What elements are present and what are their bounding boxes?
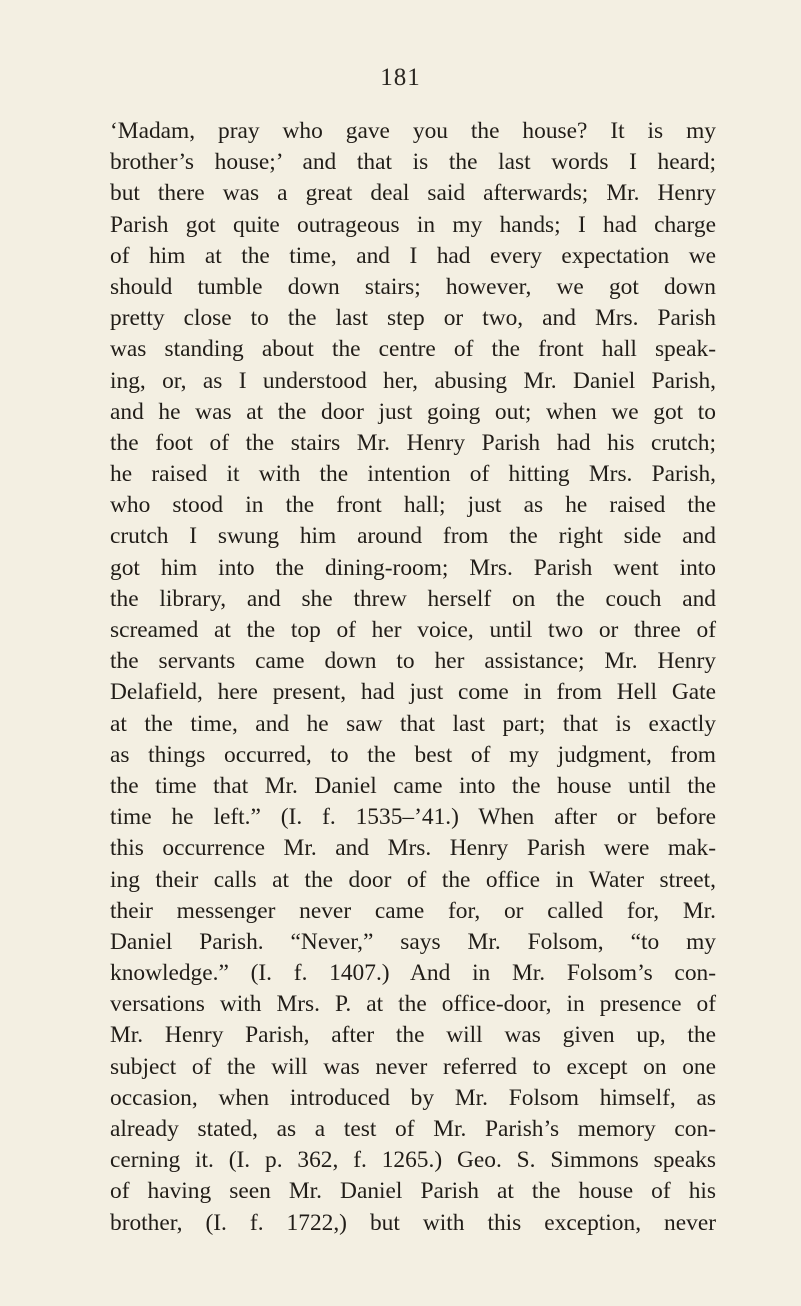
text-line: and he was at the door just going out; when we got to (110, 398, 716, 425)
text-line: their messenger never came for, or called for, Mr. (110, 897, 716, 924)
text-line: Delafield, here present, had just come in from Hell Gate (110, 679, 716, 706)
body-text (110, 116, 716, 1239)
text-line: the time that Mr. Daniel came into the house until the (110, 772, 716, 799)
text-line: pretty close to the last step or two, and Mrs. Parish (110, 305, 716, 332)
text-line: occasion, when introduced by Mr. Folsom himself, as (110, 1084, 716, 1111)
text-line: the library, and she threw herself on the couch and (110, 585, 716, 612)
text-line: ing their calls at the door of the office in Water street, (110, 866, 716, 893)
text-line: the foot of the stairs Mr. Henry Parish had his crutch; (110, 429, 716, 456)
text-line: screamed at the top of her voice, until two or three of (110, 617, 716, 643)
text-line: was standing about the centre of the front hall speak- (110, 336, 716, 363)
text-line: brother’s house;’ and that is the last words I heard; (110, 149, 716, 176)
text-line: knowledge.” (I. f. 1407.) And in Mr. Folsom’s con- (110, 960, 716, 987)
text-line: brother, (I. f. 1722,) but with this exception, never (110, 1209, 716, 1236)
text-line: ing, or, as I understood her, abusing Mr. Daniel Parish, (110, 367, 716, 394)
text-line: cerning it. (I. p. 362, f. 1265.) Geo. S. Simmons speaks (110, 1147, 716, 1174)
text-line: but there was a great deal said afterwards; Mr. Henry (110, 180, 716, 207)
text-line: Parish got quite outrageous in my hands; I had charge (110, 211, 716, 238)
text-line: as things occurred, to the best of my judgment, from (110, 741, 716, 768)
text-line: at the time, and he saw that last part; that is exactly (110, 710, 716, 737)
text-line: the servants came down to her assistance; Mr. Henry (110, 648, 716, 675)
text-line: ‘Madam, pray who gave you the house? It is my (110, 118, 716, 144)
text-line: subject of the will was never referred to except on one (110, 1053, 716, 1080)
text-line: of having seen Mr. Daniel Parish at the house of his (110, 1178, 716, 1205)
text-line: got him into the dining-room; Mrs. Parish went into (110, 554, 716, 581)
text-line: time he left.” (I. f. 1535–’41.) When after or before (110, 804, 716, 831)
text-line: versations with Mrs. P. at the office-door, in presence of (110, 991, 716, 1018)
text-line: Daniel Parish. “Never,” says Mr. Folsom, “to my (110, 928, 716, 955)
text-line: of him at the time, and I had every expectation we (110, 242, 716, 269)
text-line: this occurrence Mr. and Mrs. Henry Parish were mak- (110, 835, 716, 862)
page-number: 181 (380, 64, 421, 91)
text-line: should tumble down stairs; however, we got down (110, 273, 716, 300)
text-line: he raised it with the intention of hitting Mrs. Parish, (110, 461, 716, 488)
text-line: crutch I swung him around from the right side and (110, 523, 716, 550)
text-line: Mr. Henry Parish, after the will was given up, the (110, 1022, 716, 1049)
text-line: who stood in the front hall; just as he raised the (110, 492, 716, 519)
text-line: already stated, as a test of Mr. Parish’s memory con- (110, 1116, 716, 1142)
